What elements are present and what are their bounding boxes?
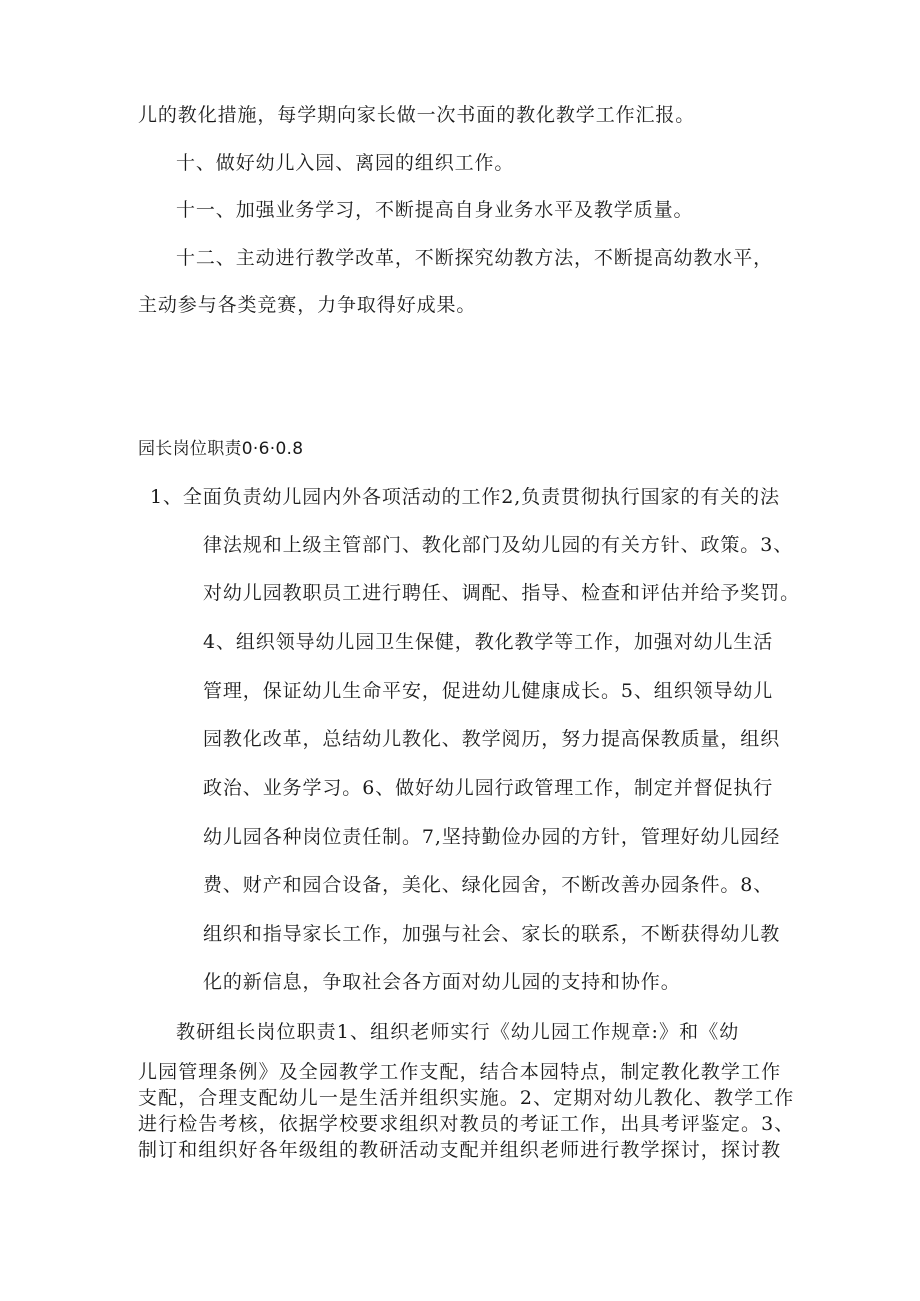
director-duty-line: 1、全面负责幼儿园内外各项活动的工作2,负责贯彻执行国家的有关的法: [150, 486, 780, 508]
research-duty-line: 制订和组织好各年级组的教研活动支配并组织老师进行教学探讨，探讨教: [138, 1139, 782, 1161]
director-duty-line: 管理，保证幼儿生命平安，促进幼儿健康成长。5、组织领导幼儿: [203, 680, 774, 702]
research-duty-line: 支配，合理支配幼儿一是生活并组织实施。2、定期对幼儿教化、教学工作: [138, 1087, 795, 1109]
director-duty-line: 幼儿园各种岗位责任制。7,坚持勤俭办园的方针，管理好幼儿园经: [203, 826, 781, 848]
director-duty-line: 组织和指导家长工作，加强与社会、家长的联系，不断获得幼儿教: [203, 923, 781, 945]
section-heading-director: 园长岗位职责0·6·0.8: [138, 439, 304, 459]
director-duty-line: 费、财产和园合设备，美化、绿化园舍，不断改善办园条件。8、: [203, 874, 774, 896]
list-item-10: 十、做好幼儿入园、离园的组织工作。: [176, 152, 515, 174]
list-item-11: 十一、加强业务学习，不断提高自身业务水平及教学质量。: [176, 199, 694, 221]
director-duty-line: 对幼儿园教职员工进行聘任、调配、指导、检查和评估并给予奖罚。: [203, 582, 801, 604]
list-item-12-continuation: 主动参与各类竞赛，力争取得好成果。: [138, 294, 477, 316]
research-duty-line: 儿园管理条例》及全园教学工作支配，结合本园特点，制定教化教学工作: [138, 1061, 782, 1083]
director-duty-line: 4、组织领导幼儿园卫生保健，教化教学等工作，加强对幼儿生活: [203, 631, 774, 653]
research-duty-line: 教研组长岗位职责1、组织老师实行《幼儿园工作规章:》和《幼: [176, 1021, 740, 1043]
director-duty-line: 园教化改革，总结幼儿教化、教学阅历，努力提高保教质量，组织: [203, 728, 781, 750]
director-duty-line: 律法规和上级主管部门、教化部门及幼儿园的有关方针、政策。3、: [203, 534, 794, 556]
research-duty-line: 进行检告考核，依据学校要求组织对教员的考证工作，出具考评鉴定。3、: [138, 1113, 795, 1135]
paragraph-line: 儿的教化措施，每学期向家长做一次书面的教化教学工作汇报。: [138, 104, 696, 126]
director-duty-line: 政治、业务学习。6、做好幼儿园行政管理工作，制定并督促执行: [203, 777, 774, 799]
director-duty-line: 化的新信息，争取社会各方面对幼儿园的支持和协作。: [203, 971, 681, 993]
list-item-12: 十二、主动进行教学改革，不断探究幼教方法，不断提高幼教水平，: [176, 247, 774, 269]
